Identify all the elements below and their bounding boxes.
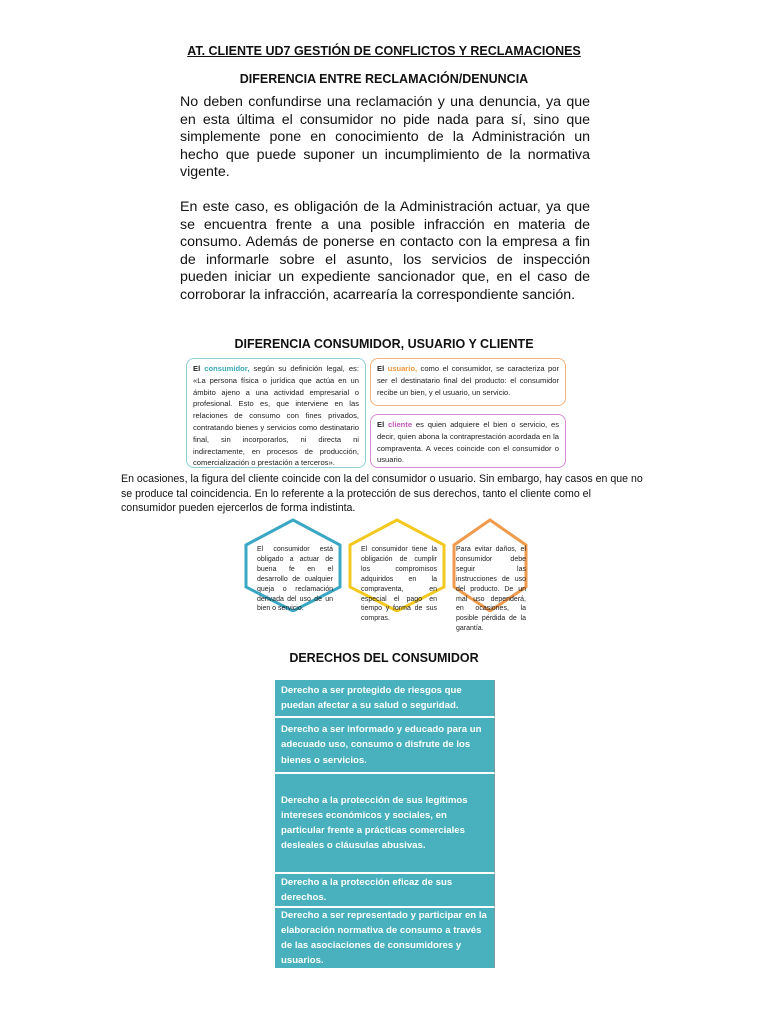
user-definition-text: como el consumidor, se caracteriza por ser el destinatario final del producto: el consumidor recibe un bien, y el usuario, un servicio. [377,364,559,397]
hexagon-usage-text: Para evitar daños, el consumidor debe seguir las instrucciones de uso del producto. De un mal uso dependerá, en ocasiones, la posible pérdida de la garantía. [456,546,526,633]
consumer-definition-card [186,358,366,468]
right-item-information [275,718,495,774]
consumer-rights-list [275,680,495,968]
right-text: Derecho a la protección eficaz de sus derechos. [281,876,453,903]
right-text: Derecho a ser protegido de riesgos que puedan afectar a su salud o seguridad. [281,684,462,711]
user-keyword: usuario, [387,364,418,373]
right-item-representation [275,908,495,968]
hexagon-good-faith-text: El consumidor está obligado a actuar de buena fe en el desarrollo de cualquier queja o reclamación derivada del uso de un bien o servicio. [257,546,333,613]
right-text: Derecho a la protección de sus legítimos intereses económicos y sociales, en particular frente a prácticas comerciales desleales o cláusulas abusivas. [281,794,468,852]
paragraph-administration-obligation: En este caso, es obligación de la Administración actuar, ya que se encuentra frente a una posible infracción en materia de consumo. Además de ponerse en contacto con la empresa a fin de informarle sobre el asunto, los servicios de inspección pueden iniciar un expediente sancionador que, en el caso de corroborar la infracción, acarrearía la correspondiente sanción. [180,199,590,303]
user-definition-card [370,358,566,406]
heading-reclamacion-denuncia: DIFERENCIA ENTRE RECLAMACIÓN/DENUNCIA [239,72,529,86]
right-item-effective-protection [275,874,495,908]
document-title: AT. CLIENTE UD7 GESTIÓN DE CONFLICTOS Y RECLAMACIONES [187,44,581,58]
client-definition-text: es quien adquiere el bien o servicio, es decir, quien abona la contraprestación acordada en la compraventa. A veces coincide con el consumidor o usuario. [377,420,559,465]
paragraph-client-consumer-coincidence: En ocasiones, la figura del cliente coincide con la del consumidor o usuario. Sin embargo, hay casos en que no se produce tal coincidencia. En lo referente a la protección de sus derechos, tanto el cliente como el consumidor pueden ejercerlos de forma indistinta. [121,473,643,515]
user-prefix: El [377,364,385,373]
right-item-economic-interests [275,774,495,874]
consumer-prefix: El [193,364,201,373]
client-prefix: El [377,420,385,429]
consumer-obligations-diagram [240,517,532,633]
hexagon-payment-text: El consumidor tiene la obligación de cumplir los compromisos adquiridos en la compraventa, en especial el pago en tiempo y forma de sus compras. [361,546,437,623]
client-definition-card [370,414,566,468]
right-text: Derecho a ser representado y participar en la elaboración normativa de consumo a través de las asociaciones de consumidores y usuarios. [281,909,487,967]
heading-derechos-consumidor: DERECHOS DEL CONSUMIDOR [289,651,479,665]
consumer-keyword: consumidor, [204,364,250,373]
right-item-health-safety [275,680,495,718]
consumer-definition-text: según su definición legal, es: «La persona física o jurídica que actúa en un ámbito ajeno a una actividad empresarial o profesional. Esto es, que interviene en las relaciones de consumo con fines privados, contratando bienes y servicios como destinatario final, sin incorporarlos, ni directa ni indirectamente, en procesos de producción, comercialización o prestación a terceros». [193,364,359,468]
paragraph-denuncia-definition: No deben confundirse una reclamación y una denuncia, ya que en esta última el consumidor no pide nada para sí, sino que simplemente pone en conocimiento de la Administración un hecho que puede suponer un incumplimiento de la normativa vigente. [180,94,590,180]
right-text: Derecho a ser informado y educado para un adecuado uso, consumo o disfrute de los bienes o servicios. [281,724,482,766]
heading-consumidor-usuario-cliente: DIFERENCIA CONSUMIDOR, USUARIO Y CLIENTE [234,337,534,351]
client-keyword: cliente [388,420,413,429]
